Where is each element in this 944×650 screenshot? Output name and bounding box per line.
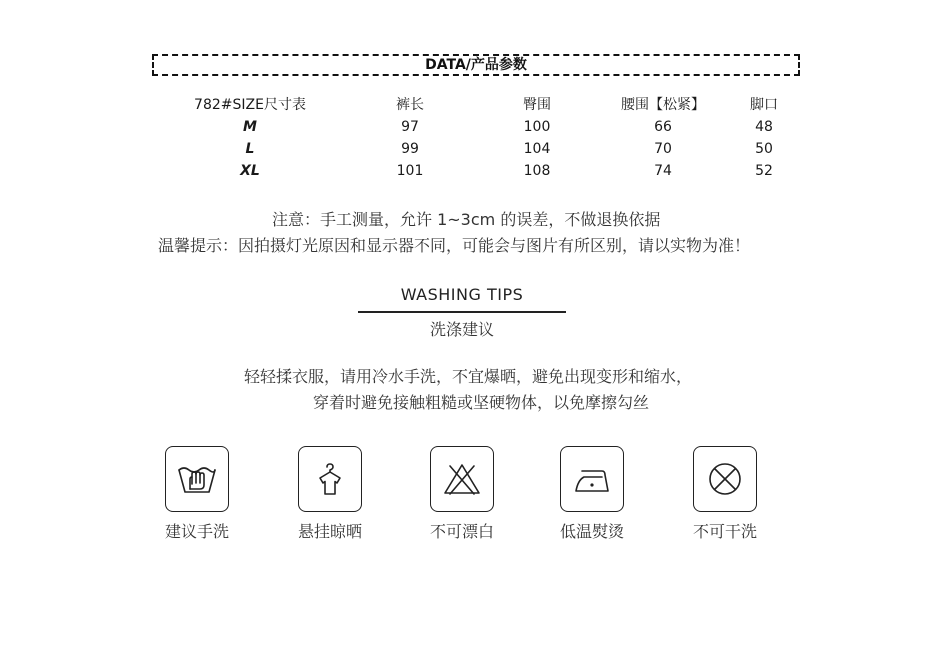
no-bleach-icon [430,446,494,512]
leg-opening-value: 50 [755,141,773,157]
washing-tips-title: WASHING TIPS [400,285,524,304]
care-instruction-line: 轻轻揉衣服，请用冷水手洗，不宜爆晒，避免出现变形和缩水， [243,367,692,386]
header-leg-opening: 脚口 [750,97,778,113]
length-value: 99 [401,141,419,157]
care-item-no-bleach [417,446,507,543]
table-row [150,160,810,182]
care-label: 低温熨烫 [559,522,624,541]
low-iron-icon [560,446,624,512]
hip-value: 104 [523,141,551,157]
waist-value: 70 [654,141,672,157]
care-item-no-dry-clean [680,446,770,543]
size-name: XL [240,163,260,179]
size-name: L [245,141,255,157]
care-instruction-line: 穿着时避免接触粗糙或坚硬物体，以免摩擦勾丝 [312,393,649,412]
waist-value: 74 [654,163,672,179]
header-hip: 臀围 [523,97,551,113]
hip-value: 108 [523,163,551,179]
hip-value: 100 [523,119,551,135]
header-waist: 腰围【松紧】 [621,97,705,113]
table-header-row [150,94,810,116]
care-item-low-iron [547,446,637,543]
color-disclaimer: 温馨提示：因拍摄灯光原因和显示器不同，可能会与图片有所区别，请以实物为准！ [158,236,751,255]
waist-value: 66 [654,119,672,135]
title-divider [358,311,566,313]
size-table [150,94,810,182]
header-size-chart: 782#SIZE尺寸表 [194,97,306,113]
care-icons [0,446,944,556]
length-value: 97 [401,119,419,135]
leg-opening-value: 48 [755,119,773,135]
care-label: 建议手洗 [164,522,229,541]
header-length: 裤长 [396,97,424,113]
table-row [150,116,810,138]
care-label: 不可干洗 [692,522,757,541]
measurement-note: 注意：手工测量，允许 1~3cm 的误差，不做退换依据 [272,210,661,229]
care-label: 不可漂白 [429,522,494,541]
leg-opening-value: 52 [755,163,773,179]
size-name: M [243,119,257,135]
care-item-hang-dry [285,446,375,543]
data-banner [152,54,800,76]
table-row [150,138,810,160]
care-label: 悬挂晾晒 [297,522,362,541]
length-value: 101 [396,163,424,179]
no-dry-clean-icon [693,446,757,512]
care-instructions [0,364,944,416]
hand-wash-icon [165,446,229,512]
hang-dry-icon [298,446,362,512]
washing-subtitle: 洗涤建议 [429,320,494,339]
care-item-hand-wash [152,446,242,543]
banner-title: DATA/产品参数 [425,57,527,73]
